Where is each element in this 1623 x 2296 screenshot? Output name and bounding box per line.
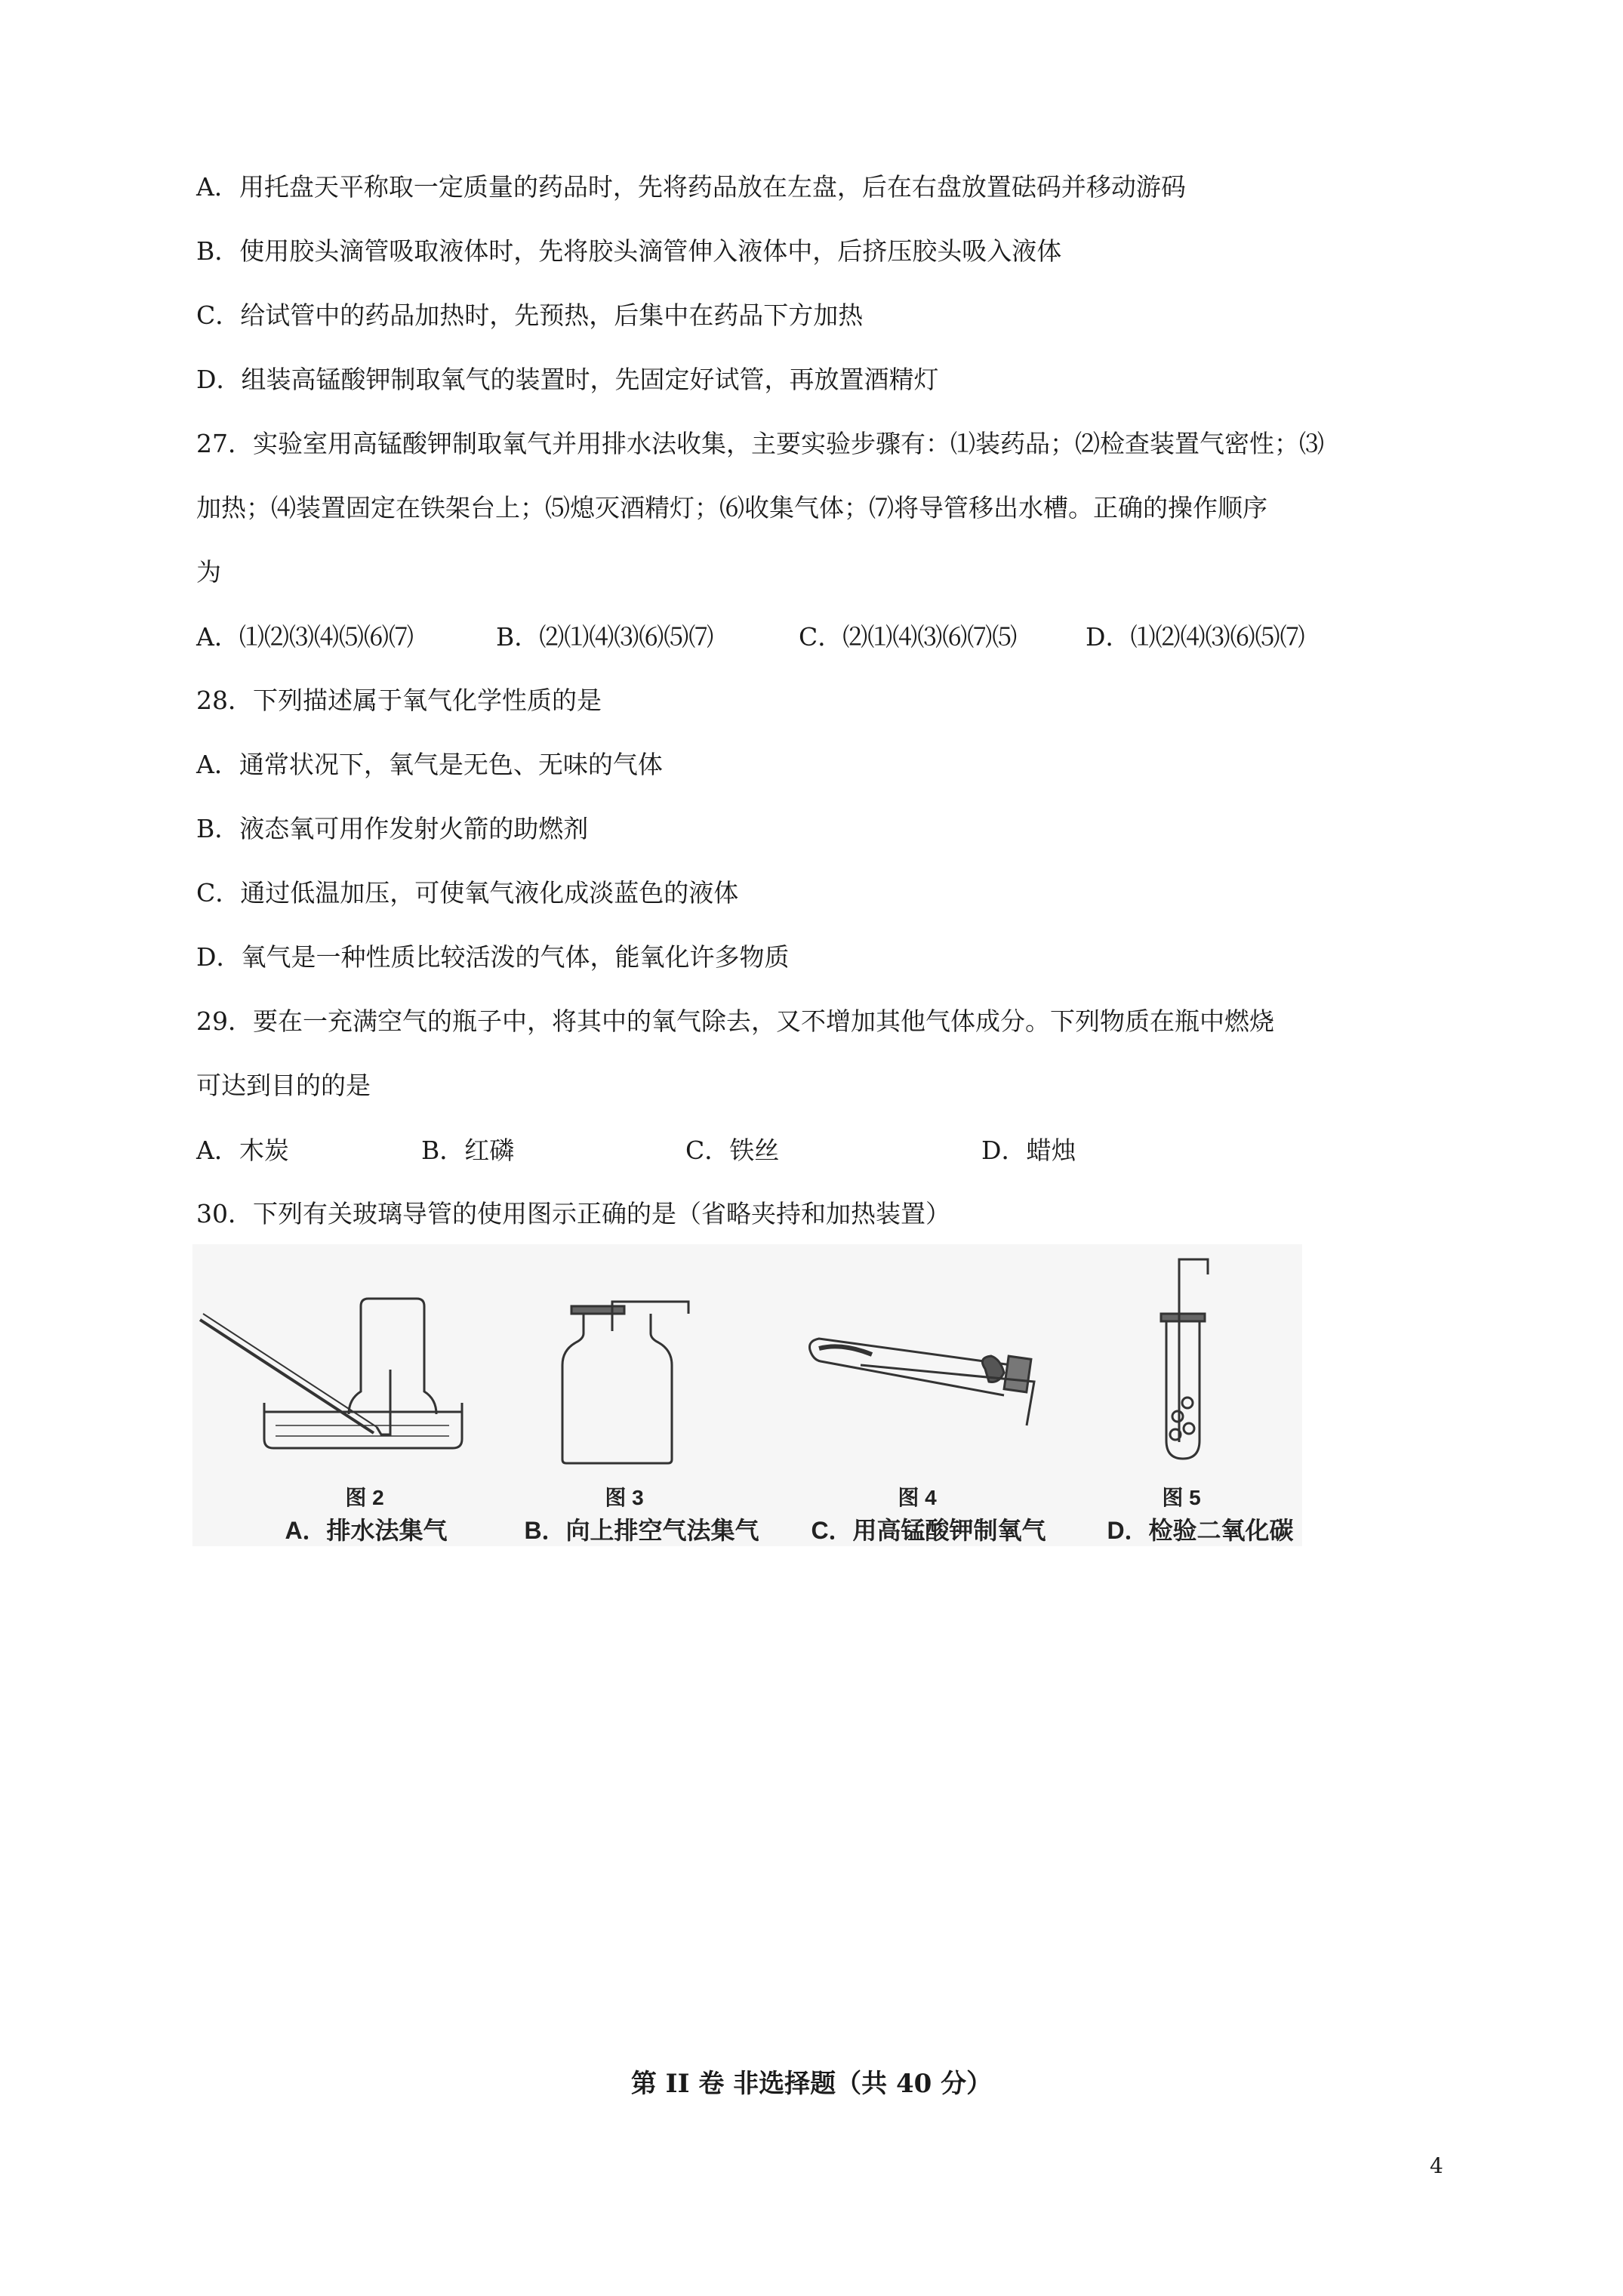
figure-4-caption: C．用高锰酸钾制氧气: [811, 1517, 1046, 1544]
q29-stem-line1: 29．要在一充满空气的瓶子中，将其中的氧气除去，又不增加其他气体成分。下列物质在瓶中燃烧: [196, 1006, 1274, 1036]
q28-option-a: A．通常状况下，氧气是无色、无味的气体: [196, 750, 663, 779]
q26-option-d: D．组装高锰酸钾制取氧气的装置时，先固定好试管，再放置酒精灯: [196, 365, 939, 394]
q29-stem-line2: 可达到目的的是: [196, 1071, 371, 1100]
figure-3-caption: B．向上排空气法集气: [524, 1517, 759, 1544]
q30-stem: 30．下列有关玻璃导管的使用图示正确的是（省略夹持和加热装置）: [196, 1199, 950, 1228]
page-number: 4: [1430, 2153, 1443, 2178]
q29-option-a: A．木炭: [196, 1136, 289, 1165]
q26-option-b: B．使用胶头滴管吸取液体时，先将胶头滴管伸入液体中，后挤压胶头吸入液体: [196, 236, 1062, 266]
q30-figure: [192, 1244, 1302, 1546]
figure-3-label: 图 3: [605, 1486, 644, 1509]
q29-option-c: C．铁丝: [685, 1136, 780, 1165]
q27-option-c: C．⑵⑴⑷⑶⑹⑺⑸: [799, 622, 1018, 652]
q27-stem-line3: 为: [196, 557, 221, 587]
q28-stem: 28．下列描述属于氧气化学性质的是: [196, 686, 602, 715]
figure-4-label: 图 4: [898, 1486, 937, 1509]
tube-stopper: [1004, 1356, 1031, 1392]
q26-option-c: C．给试管中的药品加热时，先预热，后集中在药品下方加热: [196, 300, 864, 330]
q28-option-b: B．液态氧可用作发射火箭的助燃剂: [196, 814, 589, 843]
figure-2-label: 图 2: [345, 1486, 384, 1509]
q28-option-c: C．通过低温加压，可使氧气液化成淡蓝色的液体: [196, 878, 739, 908]
q30-figure-svg: [192, 1244, 1302, 1546]
q26-option-a: A．用托盘天平称取一定质量的药品时，先将药品放在左盘，后在右盘放置砝码并移动游码: [196, 172, 1186, 202]
figure-5-label: 图 5: [1162, 1486, 1201, 1509]
q27-option-d: D．⑴⑵⑷⑶⑹⑸⑺: [1086, 622, 1305, 652]
q29-option-b: B．红磷: [421, 1136, 515, 1165]
tube-top-stopper: [1161, 1314, 1205, 1321]
q28-option-d: D．氧气是一种性质比较活泼的气体，能氧化许多物质: [196, 942, 790, 972]
q27-stem-line2: 加热；⑷装置固定在铁架台上；⑸熄灭酒精灯；⑹收集气体；⑺将导管移出水槽。正确的操作顺序: [196, 493, 1267, 522]
figure-2-caption: A．排水法集气: [285, 1517, 448, 1544]
q29-option-d: D．蜡烛: [981, 1136, 1076, 1165]
q27-option-a: A．⑴⑵⑶⑷⑸⑹⑺: [196, 622, 414, 652]
section-title: 第 II 卷 非选择题（共 40 分）: [630, 2069, 993, 2099]
q27-stem-line1: 27．实验室用高锰酸钾制取氧气并用排水法收集，主要实验步骤有：⑴装药品；⑵检查装置气密性；⑶: [196, 429, 1324, 458]
q27-option-b: B．⑵⑴⑷⑶⑹⑸⑺: [496, 622, 714, 652]
figure-5-caption: D．检验二氧化碳: [1107, 1517, 1294, 1544]
stopper: [571, 1306, 624, 1314]
